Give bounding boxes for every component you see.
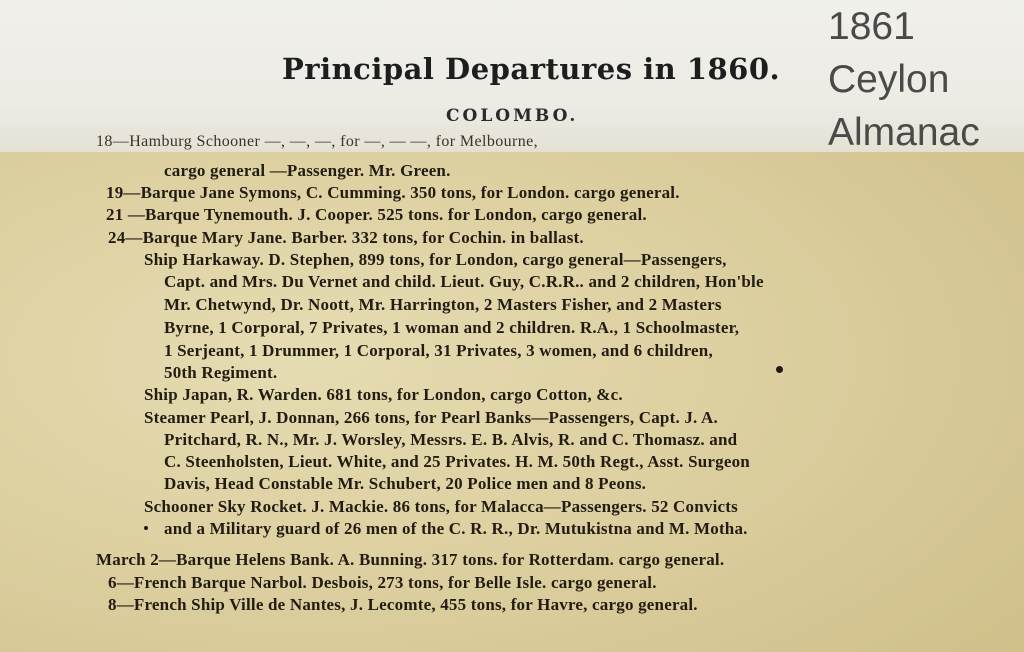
text-line: March 2—Barque Helens Bank. A. Bunning. 317 tons. for Rotterdam. cargo general.: [96, 550, 725, 569]
caption-place: Ceylon: [828, 58, 950, 101]
text-line: Byrne, 1 Corporal, 7 Privates, 1 woman and 2 children. R.A., 1 Schoolmaster,: [164, 318, 740, 337]
text-line: cargo general —Passenger. Mr. Green.: [164, 161, 451, 180]
page-title: Principal Departures in 1860.: [282, 52, 781, 86]
text-line: Steamer Pearl, J. Donnan, 266 tons, for Pearl Banks—Passengers, Capt. J. A.: [144, 408, 718, 427]
text-line: Ship Harkaway. D. Stephen, 899 tons, for London, cargo general—Passengers,: [144, 250, 727, 269]
text-line: 24—Barque Mary Jane. Barber. 332 tons, for Cochin. in ballast.: [108, 228, 584, 247]
section-heading-colombo: COLOMBO.: [446, 106, 579, 126]
text-line: 8—French Ship Ville de Nantes, J. Lecomte, 455 tons, for Havre, cargo general.: [108, 595, 698, 614]
caption-publication: Almanac: [828, 111, 980, 154]
text-line: 50th Regiment.: [164, 363, 278, 382]
cropped-text-line: [96, 133, 946, 152]
text-line: Mr. Chetwynd, Dr. Noott, Mr. Harrington, 2 Masters Fisher, and 2 Masters: [164, 295, 722, 314]
text-line: C. Steenholsten, Lieut. White, and 25 Privates. H. M. 50th Regt., Asst. Surgeon: [164, 452, 750, 471]
ink-spot: [144, 526, 148, 530]
text-line: 21 —Barque Tynemouth. J. Cooper. 525 tons. for London, cargo general.: [106, 205, 647, 224]
text-line: Pritchard, R. N., Mr. J. Worsley, Messrs. E. B. Alvis, R. and C. Thomasz. and: [164, 430, 738, 449]
cropped-text: 18—Hamburg Schooner —, —, —, for —, — —, for Melbourne,: [96, 133, 539, 150]
ink-spot: [776, 366, 783, 373]
text-line: Ship Japan, R. Warden. 681 tons, for London, cargo Cotton, &c.: [144, 385, 623, 404]
caption-year: 1861: [828, 5, 915, 48]
text-line: and a Military guard of 26 men of the C. R. R., Dr. Mutukistna and M. Motha.: [164, 519, 748, 538]
text-line: Capt. and Mrs. Du Vernet and child. Lieut. Guy, C.R.R.. and 2 children, Hon'ble: [164, 272, 764, 291]
text-line: 19—Barque Jane Symons, C. Cumming. 350 tons, for London. cargo general.: [106, 183, 680, 202]
text-line: 6—French Barque Narbol. Desbois, 273 tons, for Belle Isle. cargo general.: [108, 573, 657, 592]
text-line: Schooner Sky Rocket. J. Mackie. 86 tons, for Malacca—Passengers. 52 Convicts: [144, 497, 738, 516]
text-line: 1 Serjeant, 1 Drummer, 1 Corporal, 31 Privates, 3 women, and 6 children,: [164, 341, 713, 360]
text-line: Davis, Head Constable Mr. Schubert, 20 Police men and 8 Peons.: [164, 474, 647, 493]
